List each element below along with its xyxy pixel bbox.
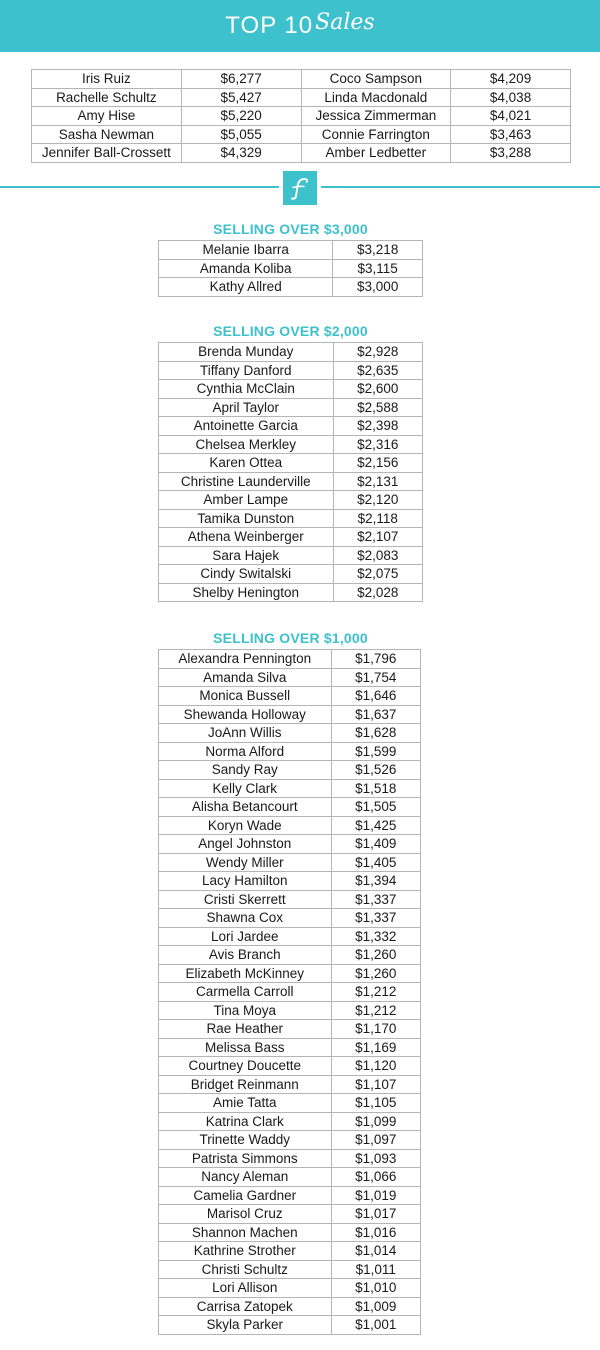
table-row [159,491,423,510]
seller-name: Cynthia McClain [159,380,334,399]
seller-name: Bridget Reinmann [159,1075,332,1094]
sales-amount: $1,526 [331,761,420,780]
sales-amount: $2,316 [333,435,422,454]
table-row [159,687,421,706]
table-row [159,1316,421,1335]
table-row [159,1205,421,1224]
sales-amount: $1,260 [331,946,420,965]
sales-amount: $1,409 [331,835,420,854]
sales-amount: $1,066 [331,1168,420,1187]
seller-name: Amber Ledbetter [301,144,451,163]
section-table-1000 [158,649,421,1335]
sales-amount: $1,425 [331,816,420,835]
seller-name: Rae Heather [159,1020,332,1039]
seller-name: Amie Tatta [159,1094,332,1113]
sales-amount: $2,635 [333,361,422,380]
header-banner [0,0,600,52]
sales-amount: $2,075 [333,565,422,584]
seller-name: Camelia Gardner [159,1186,332,1205]
sales-amount: $1,169 [331,1038,420,1057]
seller-name: Amanda Koliba [159,259,333,278]
sales-amount: $1,019 [331,1186,420,1205]
seller-name: Iris Ruiz [32,70,182,89]
table-row [159,1149,421,1168]
sales-amount: $1,017 [331,1205,420,1224]
table-row [159,259,423,278]
table-row [159,946,421,965]
sales-amount: $3,115 [333,259,423,278]
seller-name: Sara Hajek [159,546,334,565]
sales-amount: $1,014 [331,1242,420,1261]
table-row [159,398,423,417]
table-row [159,798,421,817]
section-heading-1000: SELLING OVER $1,000 [213,630,368,646]
table-row [159,241,423,260]
table-row [159,761,421,780]
table-row [32,125,571,144]
sales-amount: $1,105 [331,1094,420,1113]
seller-name: Monica Bussell [159,687,332,706]
sales-amount: $1,337 [331,890,420,909]
seller-name: Amber Lampe [159,491,334,510]
table-row [159,835,421,854]
seller-name: Brenda Munday [159,343,334,362]
sales-amount: $1,093 [331,1149,420,1168]
seller-name: Shelby Henington [159,583,334,602]
seller-name: Lacy Hamilton [159,872,332,891]
seller-name: Elizabeth McKinney [159,964,332,983]
seller-name: Christine Launderville [159,472,334,491]
seller-name: Avis Branch [159,946,332,965]
table-row [159,546,423,565]
sales-amount: $1,260 [331,964,420,983]
seller-name: April Taylor [159,398,334,417]
seller-name: Chelsea Merkley [159,435,334,454]
sales-amount: $2,928 [333,343,422,362]
seller-name: Koryn Wade [159,816,332,835]
seller-name: Courtney Doucette [159,1057,332,1076]
table-row [159,278,423,297]
table-row [159,724,421,743]
seller-name: Patrista Simmons [159,1149,332,1168]
table-row [159,872,421,891]
table-row [159,361,423,380]
table-row [159,983,421,1002]
sales-amount: $2,600 [333,380,422,399]
table-row [32,107,571,126]
seller-name: Melanie Ibarra [159,241,333,260]
sales-amount: $2,083 [333,546,422,565]
sales-amount: $4,038 [451,88,571,107]
sales-amount: $1,637 [331,705,420,724]
table-row [159,1168,421,1187]
table-row [159,528,423,547]
sales-amount: $2,156 [333,454,422,473]
table-row [159,650,421,669]
sales-amount: $1,332 [331,927,420,946]
table-row [159,1001,421,1020]
sales-amount: $2,398 [333,417,422,436]
seller-name: Alisha Betancourt [159,798,332,817]
table-row [159,565,423,584]
table-row [159,927,421,946]
table-row [159,417,423,436]
sales-amount: $1,107 [331,1075,420,1094]
table-row [159,472,423,491]
sales-amount: $4,329 [181,144,301,163]
logo-glyph [286,174,314,202]
seller-name: Tina Moya [159,1001,332,1020]
seller-name: Rachelle Schultz [32,88,182,107]
seller-name: Coco Sampson [301,70,451,89]
sales-amount: $2,588 [333,398,422,417]
sales-amount: $5,220 [181,107,301,126]
sales-amount: $3,463 [451,125,571,144]
seller-name: Antoinette Garcia [159,417,334,436]
table-row [159,1038,421,1057]
sales-amount: $4,021 [451,107,571,126]
seller-name: Shewanda Holloway [159,705,332,724]
seller-name: Christi Schultz [159,1260,332,1279]
sales-amount: $2,028 [333,583,422,602]
table-row [159,1260,421,1279]
sales-amount: $1,505 [331,798,420,817]
table-row [159,890,421,909]
page-title [225,10,375,39]
sales-amount: $3,288 [451,144,571,163]
table-row [159,509,423,528]
sales-amount: $1,599 [331,742,420,761]
seller-name: Amy Hise [32,107,182,126]
seller-name: Sandy Ray [159,761,332,780]
sales-amount: $3,218 [333,241,423,260]
sales-amount: $1,099 [331,1112,420,1131]
seller-name: Skyla Parker [159,1316,332,1335]
table-row [159,1112,421,1131]
table-row [159,853,421,872]
seller-name: Tamika Dunston [159,509,334,528]
sales-amount: $3,000 [333,278,423,297]
seller-name: Carmella Carroll [159,983,332,1002]
table-row [159,435,423,454]
seller-name: Connie Farrington [301,125,451,144]
sales-amount: $1,518 [331,779,420,798]
table-row [159,668,421,687]
seller-name: Karen Ottea [159,454,334,473]
sales-amount: $5,427 [181,88,301,107]
section-heading-2000: SELLING OVER $2,000 [213,323,368,339]
seller-name: Kathy Allred [159,278,333,297]
title-main: TOP 10 [225,12,314,39]
sales-amount: $5,055 [181,125,301,144]
seller-name: Kelly Clark [159,779,332,798]
table-row [32,88,571,107]
seller-name: Norma Alford [159,742,332,761]
table-row [159,964,421,983]
table-row [159,1242,421,1261]
table-row [159,1186,421,1205]
seller-name: Shannon Machen [159,1223,332,1242]
table-row [159,742,421,761]
sales-amount: $1,796 [331,650,420,669]
seller-name: Angel Johnston [159,835,332,854]
seller-name: Kathrine Strother [159,1242,332,1261]
seller-name: Carrisa Zatopek [159,1297,332,1316]
seller-name: Sasha Newman [32,125,182,144]
seller-name: Tiffany Danford [159,361,334,380]
table-row [159,1020,421,1039]
seller-name: Trinette Waddy [159,1131,332,1150]
sales-amount: $4,209 [451,70,571,89]
sales-amount: $1,009 [331,1297,420,1316]
stylized-f-logo-icon [279,167,321,209]
seller-name: Katrina Clark [159,1112,332,1131]
sales-amount: $1,337 [331,909,420,928]
table-row [159,1057,421,1076]
table-row [159,909,421,928]
sales-amount: $1,646 [331,687,420,706]
table-row [159,380,423,399]
sales-amount: $2,107 [333,528,422,547]
section-heading-3000: SELLING OVER $3,000 [213,221,368,237]
table-row [159,816,421,835]
seller-name: Alexandra Pennington [159,650,332,669]
seller-name: JoAnn Willis [159,724,332,743]
seller-name: Amanda Silva [159,668,332,687]
table-row [159,1094,421,1113]
table-row [159,779,421,798]
table-row [159,1075,421,1094]
seller-name: Linda Macdonald [301,88,451,107]
sales-amount: $1,754 [331,668,420,687]
seller-name: Cristi Skerrett [159,890,332,909]
top10-table [31,69,571,163]
sales-amount: $1,212 [331,983,420,1002]
sales-amount: $1,001 [331,1316,420,1335]
table-row [159,1297,421,1316]
table-row [32,144,571,163]
sales-amount: $2,118 [333,509,422,528]
seller-name: Shawna Cox [159,909,332,928]
sales-amount: $1,016 [331,1223,420,1242]
section-table-3000 [158,240,423,297]
sales-amount: $1,010 [331,1279,420,1298]
sales-amount: $2,120 [333,491,422,510]
title-script: Sales [315,10,375,35]
table-row [159,1223,421,1242]
seller-name: Jennifer Ball-Crossett [32,144,182,163]
table-row [159,343,423,362]
seller-name: Lori Allison [159,1279,332,1298]
seller-name: Wendy Miller [159,853,332,872]
seller-name: Athena Weinberger [159,528,334,547]
section-table-2000 [158,342,423,602]
table-row [159,454,423,473]
seller-name: Melissa Bass [159,1038,332,1057]
sales-amount: $1,120 [331,1057,420,1076]
sales-amount: $1,628 [331,724,420,743]
sales-amount: $1,097 [331,1131,420,1150]
seller-name: Nancy Aleman [159,1168,332,1187]
sales-amount: $1,394 [331,872,420,891]
table-row [32,70,571,89]
table-row [159,705,421,724]
sales-amount: $6,277 [181,70,301,89]
seller-name: Marisol Cruz [159,1205,332,1224]
seller-name: Cindy Switalski [159,565,334,584]
sales-amount: $1,170 [331,1020,420,1039]
sales-amount: $1,405 [331,853,420,872]
sales-amount: $1,212 [331,1001,420,1020]
sales-amount: $2,131 [333,472,422,491]
seller-name: Lori Jardee [159,927,332,946]
seller-name: Jessica Zimmerman [301,107,451,126]
table-row [159,1279,421,1298]
table-row [159,1131,421,1150]
sales-amount: $1,011 [331,1260,420,1279]
table-row [159,583,423,602]
